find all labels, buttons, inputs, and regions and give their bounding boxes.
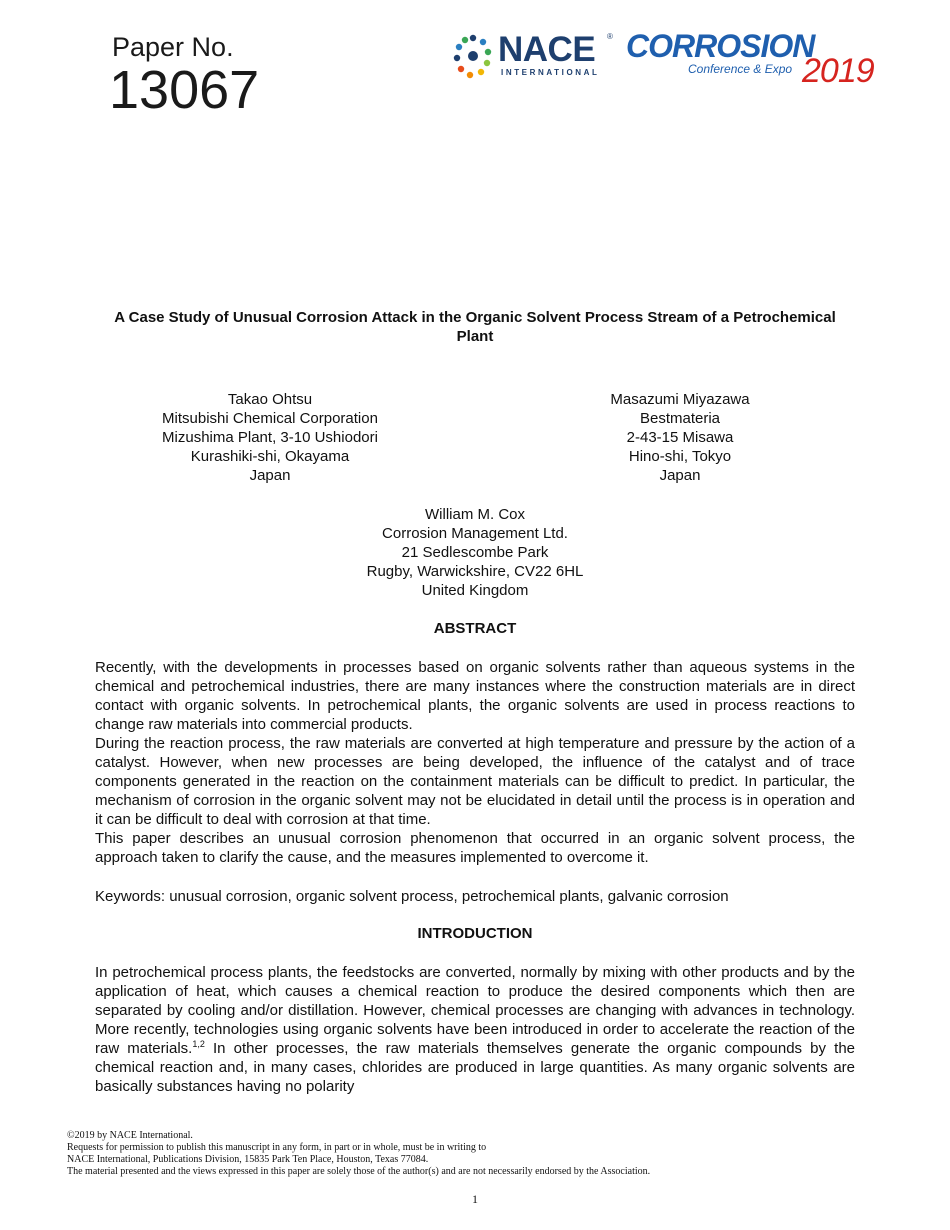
page-number: 1 xyxy=(472,1192,478,1206)
author-organization: Mitsubishi Chemical Corporation xyxy=(162,410,378,427)
nace-globe-icon xyxy=(452,32,494,82)
author-name: Masazumi Miyazawa xyxy=(610,391,750,408)
nace-subtitle: INTERNATIONAL xyxy=(501,68,600,77)
abstract-paragraph: Recently, with the developments in processes based on organic solvents rather than aqueous systems in the chemical and petrochemical industries, there are many instances where the construction materials are in direct contact with organic solvents. In petrochemical plants, the organic solvents are used in process reactions to change raw materials into commercial products. xyxy=(95,659,855,733)
corrosion-logo xyxy=(626,28,886,88)
footer-line: NACE International, Publications Division, 15835 Park Ten Place, Houston, Texas 77084. xyxy=(67,1154,429,1165)
introduction-heading: INTRODUCTION xyxy=(417,925,533,942)
introduction-text: In petrochemical process plants, the feedstocks are converted, normally by mixing with other products and by the application of heat, which causes a chemical reaction to produce the desired components which then are separated by cooling and/or distillation. However, chemical processes are changing with advances in technology. More recently, technologies using organic solvents have been introduced in order to accelerate the reaction of the raw materials. xyxy=(95,964,855,1057)
abstract-paragraph: During the reaction process, the raw materials are converted at high temperature and pressure by the action of a catalyst. However, when new processes are being developed, the influence of the catalyst and of trace components generated in the reaction on the containment materials can be difficult to predict. In particular, the mechanism of corrosion in the organic solvent may not be elucidated in detail until the process is in operation and it can be difficult to deal with corrosion at that time. xyxy=(95,735,855,828)
paper-number-label: Paper No. xyxy=(112,32,234,62)
author-address-line: Mizushima Plant, 3-10 Ushiodori xyxy=(162,429,378,446)
corrosion-subtitle: Conference & Expo xyxy=(688,62,793,76)
author-country: United Kingdom xyxy=(421,582,529,599)
footer-line: The material presented and the views expressed in this paper are solely those of the author(s) and are not necessarily endorsed by the Association. xyxy=(67,1166,651,1177)
footer-line: ©2019 by NACE International. xyxy=(67,1130,193,1141)
author-organization: Corrosion Management Ltd. xyxy=(382,525,568,542)
nace-registered-mark: ® xyxy=(607,32,613,41)
corrosion-year: 2019 xyxy=(802,52,874,90)
nace-logo xyxy=(452,30,622,82)
introduction-text: In other processes, the raw materials themselves generate the organic compounds by the chemical reaction and, in many cases, chlorides are produced in large quantities. As many organic solvents are basically substances having no polarity xyxy=(95,1040,856,1095)
author-block xyxy=(325,505,625,600)
abstract-body xyxy=(95,658,855,867)
author-address-line: 2-43-15 Misawa xyxy=(626,429,734,446)
paper-number: 13067 xyxy=(109,60,260,120)
author-name: Takao Ohtsu xyxy=(227,391,313,408)
author-address-line: Hino-shi, Tokyo xyxy=(628,448,732,465)
keywords: Keywords: unusual corrosion, organic solvent process, petrochemical plants, galvanic corrosion xyxy=(95,888,729,905)
author-country: Japan xyxy=(659,467,701,484)
author-name: William M. Cox xyxy=(425,506,525,523)
author-address-line: 21 Sedlescombe Park xyxy=(401,544,549,561)
abstract-heading: ABSTRACT xyxy=(433,620,517,637)
author-organization: Bestmateria xyxy=(639,410,721,427)
nace-wordmark: NACE xyxy=(498,30,596,69)
citation-reference: 1,2 xyxy=(192,1039,205,1049)
paper-title: A Case Study of Unusual Corrosion Attack in the Organic Solvent Process Stream of a Petrochemical Plant xyxy=(114,309,836,345)
copyright-footer xyxy=(67,1130,650,1178)
corrosion-wordmark: CORROSION xyxy=(626,28,815,64)
paper-number-block xyxy=(109,32,260,120)
author-block xyxy=(540,390,820,485)
author-address-line: Rugby, Warwickshire, CV22 6HL xyxy=(366,563,584,580)
author-country: Japan xyxy=(249,467,291,484)
footer-line: Requests for permission to publish this manuscript in any form, in part or in whole, must be in writing to xyxy=(67,1142,487,1153)
author-address-line: Kurashiki-shi, Okayama xyxy=(190,448,350,465)
introduction-paragraph xyxy=(95,963,855,1096)
author-block xyxy=(120,390,420,485)
abstract-paragraph: This paper describes an unusual corrosion phenomenon that occurred in an organic solvent process, the approach taken to clarify the cause, and the measures implemented to overcome it. xyxy=(95,830,855,866)
